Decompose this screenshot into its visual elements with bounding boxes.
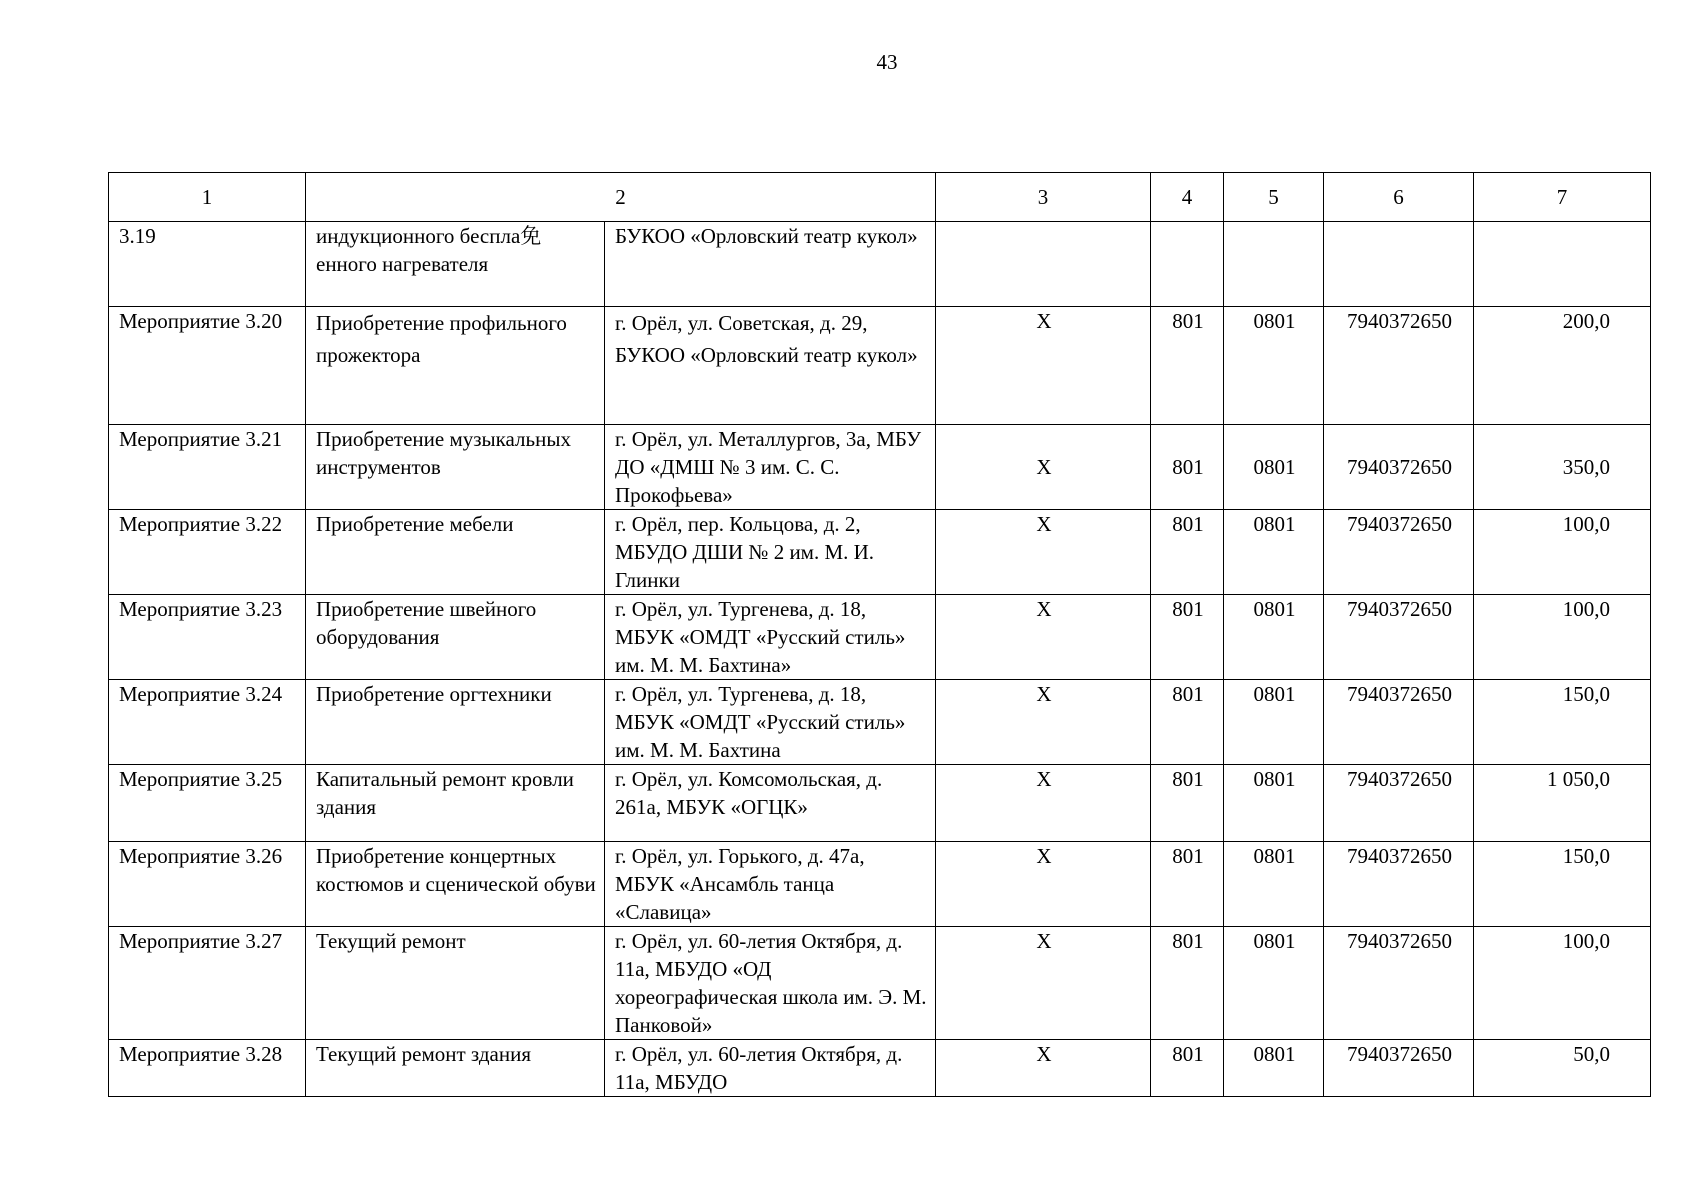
row-mark: Х <box>936 680 1151 765</box>
row-code: Мероприятие 3.25 <box>109 765 306 842</box>
row-mark: Х <box>936 1040 1151 1097</box>
row-col4 <box>1151 222 1224 307</box>
row-col7: 100,0 <box>1474 595 1651 680</box>
table-row <box>109 595 1651 680</box>
table-row <box>109 765 1651 842</box>
row-code: Мероприятие 3.20 <box>109 307 306 425</box>
row-col7: 350,0 <box>1474 425 1651 510</box>
row-col7: 100,0 <box>1474 510 1651 595</box>
row-col4: 801 <box>1151 765 1224 842</box>
row-code: Мероприятие 3.27 <box>109 927 306 1040</box>
table-row <box>109 307 1651 425</box>
row-code: Мероприятие 3.24 <box>109 680 306 765</box>
row-col4: 801 <box>1151 927 1224 1040</box>
row-mark: Х <box>936 595 1151 680</box>
row-col6: 7940372650 <box>1324 1040 1474 1097</box>
row-name: индукционного беспла免енного нагревателя <box>306 222 605 307</box>
row-col4: 801 <box>1151 680 1224 765</box>
row-col5: 0801 <box>1224 680 1324 765</box>
row-col7: 100,0 <box>1474 927 1651 1040</box>
row-col5: 0801 <box>1224 307 1324 425</box>
row-code: Мероприятие 3.22 <box>109 510 306 595</box>
row-col5: 0801 <box>1224 425 1324 510</box>
row-name: Текущий ремонт здания <box>306 1040 605 1097</box>
row-col6: 7940372650 <box>1324 425 1474 510</box>
row-col7 <box>1474 222 1651 307</box>
table-row <box>109 222 1651 307</box>
row-code: Мероприятие 3.23 <box>109 595 306 680</box>
row-address: г. Орёл, ул. 60-летия Октября, д. 11а, МБУДО «ОД хореографическая школа им. Э. М. Панковой» <box>605 927 936 1040</box>
table-row <box>109 927 1651 1040</box>
row-name: Капитальный ремонт кровли здания <box>306 765 605 842</box>
table-row <box>109 680 1651 765</box>
row-mark <box>936 222 1151 307</box>
row-col6: 7940372650 <box>1324 307 1474 425</box>
row-address: г. Орёл, ул. Советская, д. 29, БУКОО «Орловский театр кукол» <box>605 307 936 425</box>
row-col5: 0801 <box>1224 1040 1324 1097</box>
row-name: Приобретение музыкальных инструментов <box>306 425 605 510</box>
row-col6: 7940372650 <box>1324 765 1474 842</box>
row-col5: 0801 <box>1224 842 1324 927</box>
table-row <box>109 842 1651 927</box>
row-col6: 7940372650 <box>1324 927 1474 1040</box>
row-code: Мероприятие 3.26 <box>109 842 306 927</box>
row-col4: 801 <box>1151 425 1224 510</box>
row-mark: Х <box>936 307 1151 425</box>
row-code: Мероприятие 3.21 <box>109 425 306 510</box>
row-name: Приобретение мебели <box>306 510 605 595</box>
row-address: г. Орёл, ул. Горького, д. 47а, МБУК «Ансамбль танца «Славица» <box>605 842 936 927</box>
row-address: г. Орёл, ул. Комсомольская, д. 261а, МБУК «ОГЦК» <box>605 765 936 842</box>
header-cell-6: 6 <box>1324 173 1474 222</box>
row-col7: 200,0 <box>1474 307 1651 425</box>
row-col7: 50,0 <box>1474 1040 1651 1097</box>
row-col7: 1 050,0 <box>1474 765 1651 842</box>
row-address: г. Орёл, ул. Металлургов, 3а, МБУ ДО «ДМШ № 3 им. С. С. Прокофьева» <box>605 425 936 510</box>
row-col6: 7940372650 <box>1324 510 1474 595</box>
row-col6 <box>1324 222 1474 307</box>
row-col4: 801 <box>1151 307 1224 425</box>
row-col6: 7940372650 <box>1324 595 1474 680</box>
header-cell-5: 5 <box>1224 173 1324 222</box>
row-code: 3.19 <box>109 222 306 307</box>
header-cell-2: 2 <box>306 173 936 222</box>
row-col4: 801 <box>1151 1040 1224 1097</box>
row-col6: 7940372650 <box>1324 680 1474 765</box>
header-cell-3: 3 <box>936 173 1151 222</box>
header-cell-1: 1 <box>109 173 306 222</box>
row-mark: Х <box>936 842 1151 927</box>
row-name: Приобретение швейного оборудования <box>306 595 605 680</box>
row-code: Мероприятие 3.28 <box>109 1040 306 1097</box>
row-address: г. Орёл, ул. 60-летия Октября, д. 11а, МБУДО <box>605 1040 936 1097</box>
row-mark: Х <box>936 510 1151 595</box>
row-name: Приобретение оргтехники <box>306 680 605 765</box>
table-row <box>109 425 1651 510</box>
table-row <box>109 510 1651 595</box>
header-cell-4: 4 <box>1151 173 1224 222</box>
row-col7: 150,0 <box>1474 680 1651 765</box>
row-col4: 801 <box>1151 595 1224 680</box>
row-col5: 0801 <box>1224 595 1324 680</box>
row-address: г. Орёл, ул. Тургенева, д. 18, МБУК «ОМДТ «Русский стиль» им. М. М. Бахтина <box>605 680 936 765</box>
header-cell-7: 7 <box>1474 173 1651 222</box>
row-mark: Х <box>936 765 1151 842</box>
row-col5 <box>1224 222 1324 307</box>
row-address: г. Орёл, пер. Кольцова, д. 2, МБУДО ДШИ № 2 им. М. И. Глинки <box>605 510 936 595</box>
row-address: БУКОО «Орловский театр кукол» <box>605 222 936 307</box>
row-mark: Х <box>936 425 1151 510</box>
row-mark: Х <box>936 927 1151 1040</box>
row-col5: 0801 <box>1224 765 1324 842</box>
row-col4: 801 <box>1151 842 1224 927</box>
row-col5: 0801 <box>1224 927 1324 1040</box>
table-header-row <box>109 173 1651 222</box>
row-col7: 150,0 <box>1474 842 1651 927</box>
page-number: 43 <box>876 50 898 74</box>
row-name: Приобретение профильного прожектора <box>306 307 605 425</box>
row-col4: 801 <box>1151 510 1224 595</box>
budget-table <box>108 172 1651 1097</box>
row-col5: 0801 <box>1224 510 1324 595</box>
row-name: Приобретение концертных костюмов и сценической обуви <box>306 842 605 927</box>
row-name: Текущий ремонт <box>306 927 605 1040</box>
row-col6: 7940372650 <box>1324 842 1474 927</box>
table-row <box>109 1040 1651 1097</box>
row-address: г. Орёл, ул. Тургенева, д. 18, МБУК «ОМДТ «Русский стиль» им. М. М. Бахтина» <box>605 595 936 680</box>
